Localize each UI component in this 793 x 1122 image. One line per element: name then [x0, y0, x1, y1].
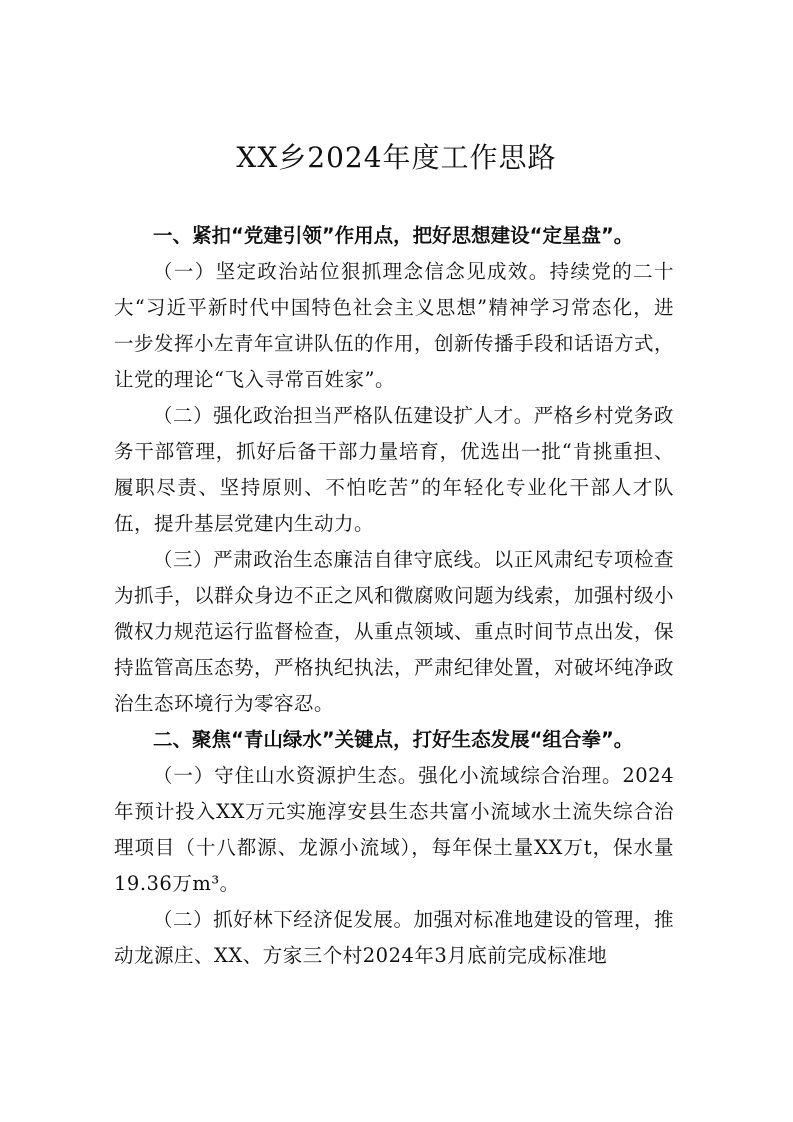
paragraph-text: 强化小流域综合治理。2024年预计投入XX万元实施淳安县生态共富小流域水土流失综合治理项目（十八都源、龙源小流域），每年保土量XX万t，保水量19.36万m³。 — [114, 764, 674, 895]
paragraph-1-3 — [114, 542, 674, 722]
paragraph-text: 以正风肃纪专项检查为抓手，以群众身边不正之风和微腐败问题为线索，加强村级小微权力规范运行监督检查，从重点领域、重点时间节点出发，保持监管高压态势，严格执纪执法，严肃纪律处置，对破坏纯净政治生态环境行为零容忍。 — [114, 548, 675, 715]
page-title: XX乡2024年度工作思路 — [236, 141, 557, 174]
section-heading-2: 二、聚焦“青山绿水”关键点，打好生态发展“组合拳”。 — [153, 728, 634, 751]
paragraph-lead: （三）严肃政治生态廉洁自律守底线。 — [153, 548, 494, 571]
paragraph-2-2 — [114, 902, 674, 974]
paragraph-text: 加强对标准地建设的管理，推动龙源庄、XX、方家三个村2024年3月底前完成标准地 — [114, 908, 674, 967]
document-body — [114, 218, 674, 974]
paragraph-text: 持续党的二十大“习近平新时代中国特色社会主义思想”精神学习常态化，进一步发挥小左青年宣讲队伍的作用，创新传播手段和话语方式，让党的理论“飞入寻常百姓家”。 — [114, 260, 675, 391]
paragraph-lead: （一）坚定政治站位狠抓理念信念见成效。 — [153, 260, 550, 283]
paragraph-lead: （一）守住山水资源护生态。 — [153, 764, 419, 787]
paragraph-lead: （二）抓好林下经济促发展。 — [153, 908, 414, 931]
paragraph-lead: （二）强化政治担当严格队伍建设扩人才。 — [153, 404, 534, 427]
paragraph-2-1 — [114, 758, 674, 902]
paragraph-1-1 — [114, 254, 674, 398]
paragraph-text: 严格乡村党务政务干部管理，抓好后备干部力量培育，优选出一批“肯挑重担、履职尽责、坚持原则、不怕吃苦”的年轻化专业化干部人才队伍，提升基层党建内生动力。 — [114, 404, 674, 535]
paragraph-1-2 — [114, 398, 674, 542]
section-heading-1: 一、紧扣“党建引领”作用点，把好思想建设“定星盘”。 — [153, 224, 634, 247]
